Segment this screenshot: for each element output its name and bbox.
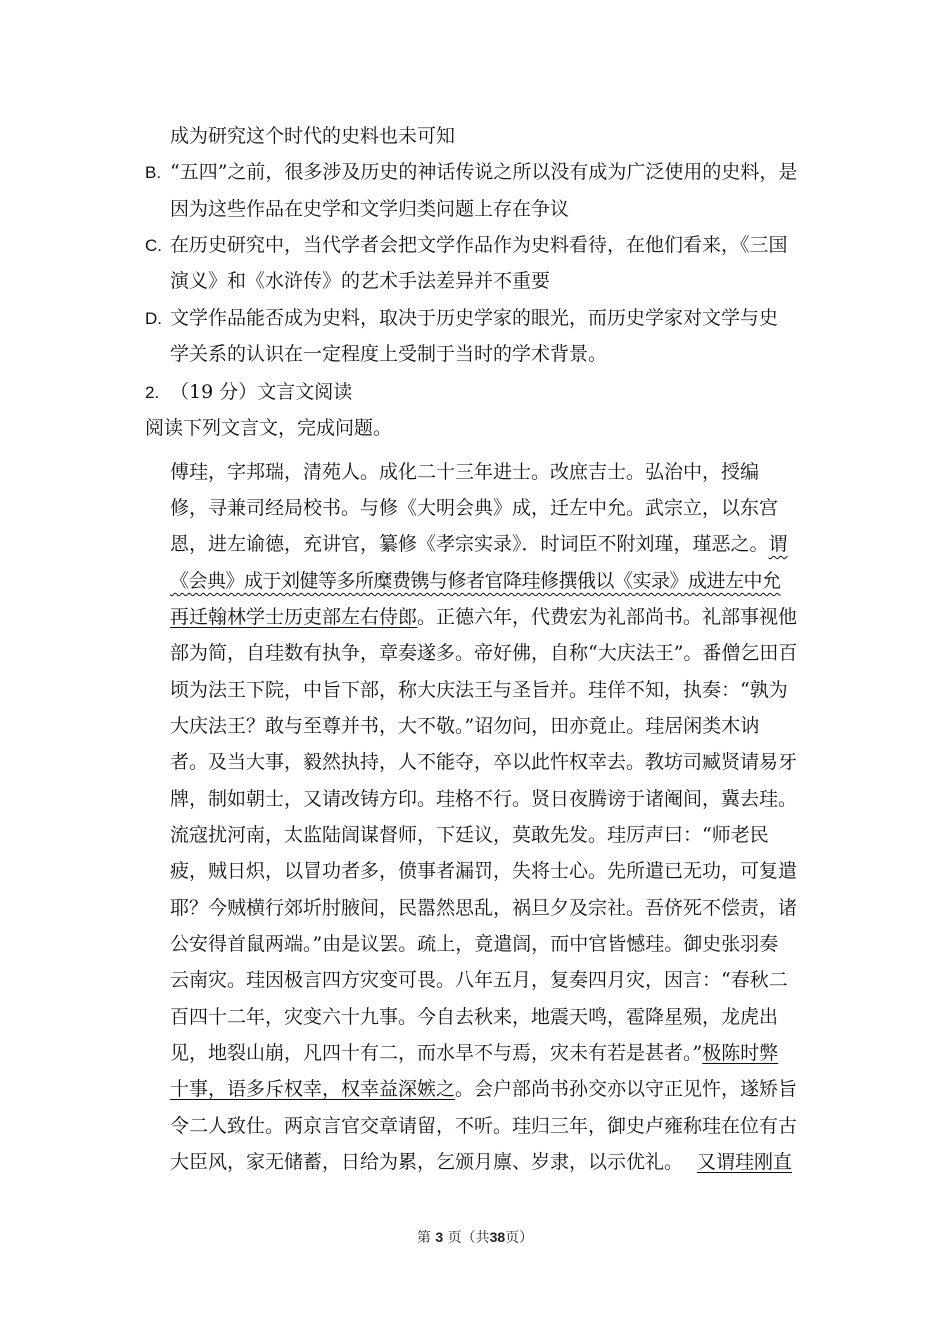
passage-line [170, 532, 788, 556]
text-line: 因为这些作品在史学和文学归类问题上存在争议 [170, 198, 570, 220]
option-d-label: D. [145, 309, 162, 328]
underlined-text: 再迁翰林学士历吏部左右侍郎 [170, 606, 418, 628]
option-b [145, 160, 797, 185]
passage-line [170, 1077, 797, 1101]
passage-line [170, 569, 781, 593]
page-number: 3 [435, 1229, 444, 1245]
option-c-text: 在历史研究中，当代学者会把文学作品作为史料看待，在他们看来，《三国 [170, 234, 788, 256]
question-2-heading [145, 380, 352, 405]
passage-line [170, 1041, 778, 1065]
passage-line: 耶？今贼横行郊圻肘腋间，民嚣然思乱，祸旦夕及宗社。吾侪死不偿责，诸 [170, 897, 798, 919]
passage-text: 。正德六年，代费宏为礼部尚书。礼部事视他 [417, 606, 798, 628]
underlined-text: 又谓珪刚直 [697, 1151, 793, 1173]
underlined-text: 极陈时弊 [702, 1042, 779, 1064]
passage-text: 见，地裂山崩，凡四十有二，而水旱不与焉，灾未有若是甚者。” [170, 1042, 703, 1064]
total-pages: 38 [489, 1229, 506, 1245]
passage-line: 部为简，自珪数有执争，章奏遂多。帝好佛，自称“大庆法王”。番僧乞田百 [170, 642, 798, 664]
passage-line: 流寇扰河南，太监陆訚谋督师，下廷议，莫敢先发。珪厉声曰：“师老民 [170, 824, 769, 846]
passage-line: 傅珪，字邦瑞，清苑人。成化二十三年进士。改庶吉士。弘治中，授编 [170, 461, 760, 483]
question-2-label: 2. [145, 383, 160, 402]
instruction-line: 阅读下列文言文，完成问题。 [145, 417, 393, 439]
passage-line: 者。及当大事，毅然执持，人不能夺，卒以此忤权幸去。教坊司臧贤请易牙 [170, 751, 798, 773]
passage-line: 百四十二年，灾变六十九事。今自去秋来，地震天鸣，雹降星殒，龙虎出 [170, 1006, 779, 1028]
passage-line: 牌，制如朝士，又请改铸方印。珪格不行。贤日夜腾谤于诸阉间，冀去珪。 [170, 788, 798, 810]
passage-line: 修，寻兼司经局校书。与修《大明会典》成，迁左中允。武宗立，以东宫 [170, 497, 779, 519]
text-line: 学关系的认识在一定程度上受制于当时的学术背景。 [170, 343, 608, 365]
passage-line: 疲，贼日炽，以冒功者多，偾事者漏罚，失将士心。先所遣已无功，可复遣 [170, 860, 798, 882]
page-footer [0, 1227, 950, 1247]
passage-line: 顷为法王下院，中旨下部，称大庆法王与圣旨并。珪佯不知，执奏：“孰为 [170, 679, 788, 701]
passage-line [170, 1150, 792, 1174]
passage-line: 云南灾。珪因极言四方灾变可畏。八年五月，复奏四月灾，因言：“春秋二 [170, 969, 788, 991]
passage-text: 大臣风，家无储蓄，日给为累，乞颁月廪、岁隶，以示优礼。 [170, 1151, 684, 1173]
wavy-underlined-text: 《会典》成于刘健等多所糜费镌与修者官降珪修撰俄以《实录》成进左中允 [170, 570, 781, 592]
option-d [145, 306, 778, 331]
question-2-title: （19 分）文言文阅读 [170, 381, 353, 403]
option-b-label: B. [145, 163, 162, 182]
wavy-underlined-text: 谓 [768, 533, 788, 555]
text-line: 成为研究这个时代的史料也未可知 [170, 125, 456, 147]
passage-line: 公安得首鼠两端。”由是议罢。疏上，竟遣訚，而中官皆憾珪。御史张羽奏 [170, 933, 779, 955]
text-line: 演义》和《水浒传》的艺术手法差异并不重要 [170, 270, 551, 292]
passage-line: 令二人致仕。两京言官交章请留，不听。珪归三年，御史卢雍称珪在位有古 [170, 1115, 798, 1137]
underlined-text: 十事，语多斥权幸，权幸益深嫉之 [170, 1078, 456, 1100]
footer-middle: 页（共 [447, 1230, 490, 1246]
footer-prefix: 第 [416, 1230, 431, 1246]
option-b-text: “五四”之前，很多涉及历史的神话传说之所以没有成为广泛使用的史料，是 [170, 161, 798, 183]
option-c [145, 233, 788, 258]
option-c-label: C. [145, 236, 162, 255]
passage-line: 大庆法王？敢与至尊并书，大不敬。”诏勿问，田亦竟止。珪居闲类木讷 [170, 715, 760, 737]
passage-text: 恩，进左谕德，充讲官，纂修《孝宗实录》．时词臣不附刘瑾，瑾恶之。 [170, 533, 769, 555]
passage-line [170, 605, 797, 629]
footer-suffix: 页） [505, 1230, 534, 1246]
passage-text: 。会户部尚书孙交亦以守正见忤，遂矫旨 [455, 1078, 798, 1100]
option-d-text: 文学作品能否成为史料，取决于历史学家的眼光，而历史学家对文学与史 [170, 307, 779, 329]
